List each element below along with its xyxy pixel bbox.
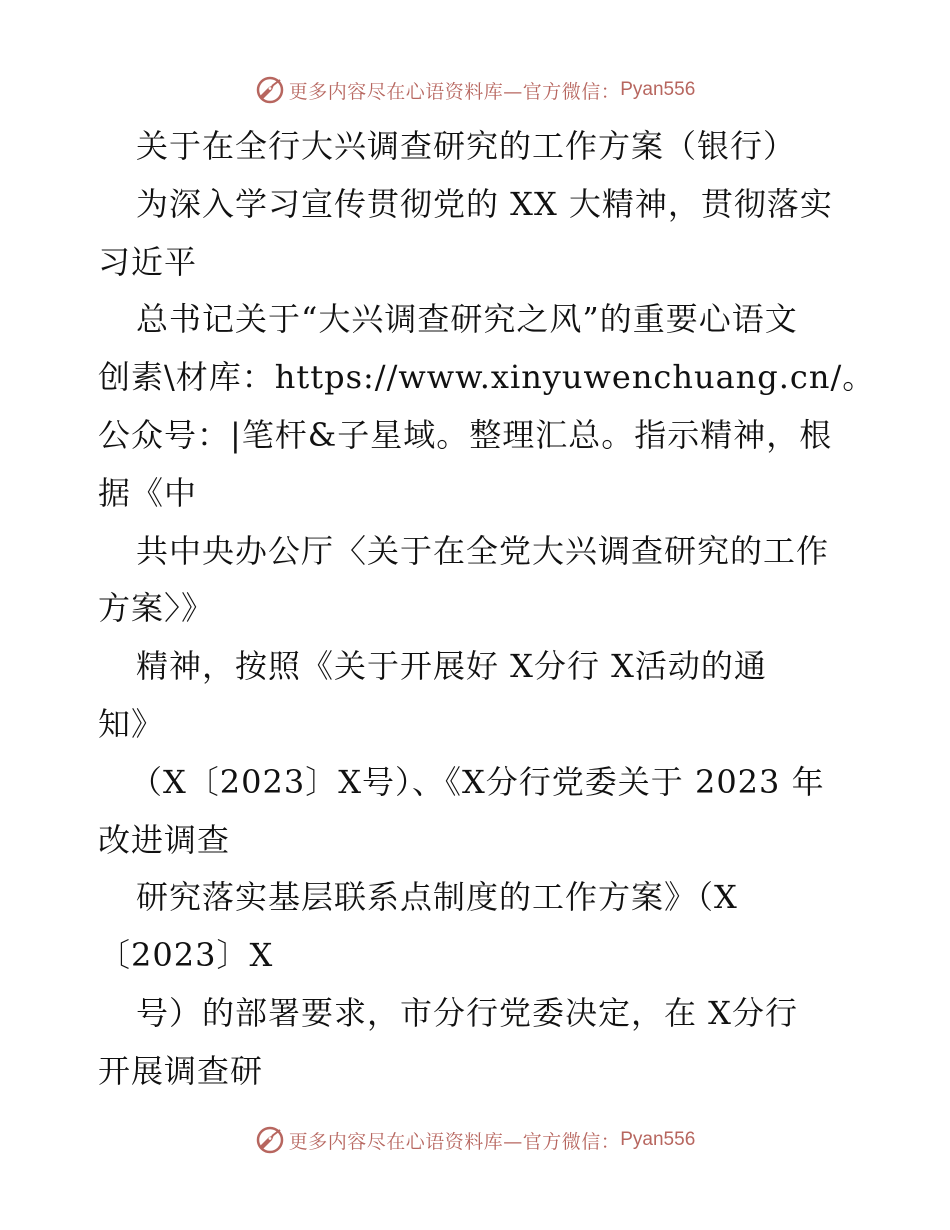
text-line: 为深入学习宣传贯彻党的 XX 大精神，贯彻落实 xyxy=(136,184,833,223)
text-line: 研究落实基层联系点制度的工作方案》（X xyxy=(136,878,738,917)
watermark-wechat-id: Pyan556 xyxy=(620,1129,696,1150)
text-line: （X〔2023〕X号）、《X分行党委关于 2023 年 xyxy=(130,762,825,801)
text-line: 方案〉》 xyxy=(98,589,215,628)
text-line: 公众号：|笔杆&子星域。整理汇总。指示精神，根 xyxy=(98,415,833,454)
text-line: 号）的部署要求，市分行党委决定，在 X分行 xyxy=(136,993,798,1032)
text-line: 开展调查研 xyxy=(98,1051,264,1090)
text-line: 知》 xyxy=(98,704,165,743)
text-line: 总书记关于“大兴调查研究之风”的重要心语文 xyxy=(136,300,798,339)
watermark-wechat-id: Pyan556 xyxy=(620,79,696,100)
header-watermark xyxy=(0,70,950,110)
pen-nib-logo-icon xyxy=(255,75,285,105)
text-line: 共中央办公厅〈关于在全党大兴调查研究的工作 xyxy=(136,531,830,570)
footer-watermark xyxy=(0,1120,950,1160)
watermark-site-text: 更多内容尽在心语资料库— xyxy=(288,80,523,103)
text-line: 精神，按照《关于开展好 X分行 X活动的通 xyxy=(136,647,767,686)
text-line: 创素\材库：https://www.xinyuwenchuang.cn/。 xyxy=(98,358,876,397)
pen-nib-logo-icon xyxy=(255,1125,285,1155)
text-line: 改进调查 xyxy=(98,820,231,859)
watermark-contact-text: 官方微信： xyxy=(522,80,621,103)
text-line: 习近平 xyxy=(98,242,198,281)
watermark-contact-text: 官方微信： xyxy=(522,1130,621,1153)
text-line: 〔2023〕X xyxy=(98,936,274,975)
document-body xyxy=(98,118,876,1101)
watermark-site-text: 更多内容尽在心语资料库— xyxy=(288,1130,523,1153)
text-line: 据《中 xyxy=(98,473,198,512)
document-title: 关于在全行大兴调查研究的工作方案（银行） xyxy=(136,127,797,165)
